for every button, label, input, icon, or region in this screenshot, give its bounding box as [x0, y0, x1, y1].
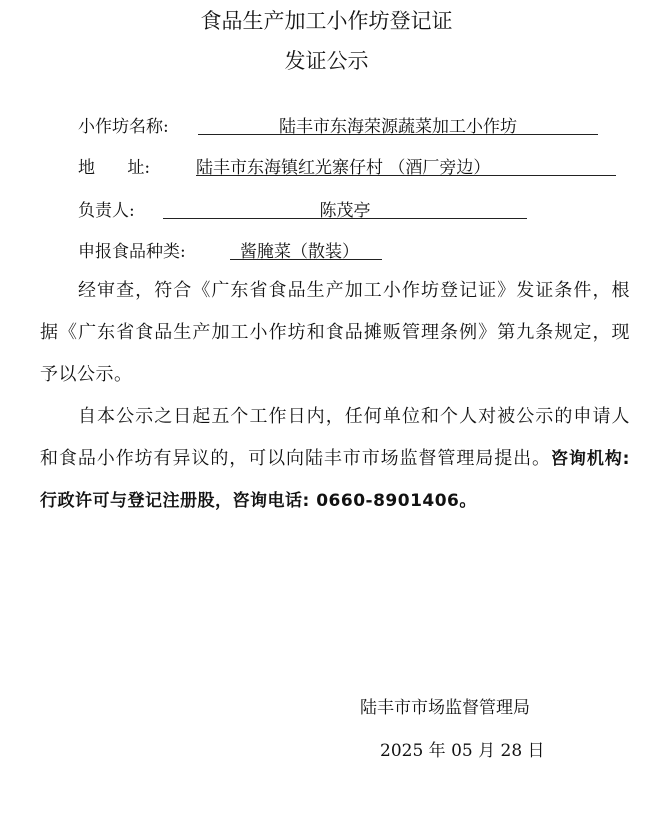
person-underline	[163, 218, 527, 219]
body-paragraph-2	[40, 396, 630, 522]
food-type-value: 酱腌菜（散装）	[240, 242, 359, 262]
address-underline	[196, 175, 616, 176]
body-paragraph-2-text: 自本公示之日起五个工作日内，任何单位和个人对被公示的申请人和食品小作坊有异议的，可以向陆丰市市场监督管理局提出。	[40, 406, 630, 469]
person-label: 负责人:	[78, 201, 135, 221]
body-paragraph-1: 经审查，符合《广东省食品生产加工小作坊登记证》发证条件，根据《广东省食品生产加工小作坊和食品摊贩管理条例》第九条规定，现予以公示。	[40, 280, 630, 385]
document-title: 食品生产加工小作坊登记证	[200, 9, 453, 33]
address-label: 地 址:	[78, 158, 151, 178]
document-subtitle: 发证公示	[284, 49, 369, 73]
workshop-name-underline	[198, 134, 598, 135]
issuing-organization: 陆丰市市场监督管理局	[360, 698, 530, 718]
workshop-name-value: 陆丰市东海荣源蔬菜加工小作坊	[279, 117, 517, 137]
address-value: 陆丰市东海镇红光寨仔村 （酒厂旁边）	[196, 158, 491, 178]
contact-info: 咨询机构:行政许可与登记注册股，咨询电话: 0660-8901406。	[40, 449, 630, 511]
workshop-name-label: 小作坊名称:	[78, 117, 169, 137]
issue-date: 2025 年 05 月 28 日	[380, 741, 545, 761]
person-value: 陈茂亭	[319, 201, 371, 221]
food-type-underline	[230, 259, 382, 260]
food-type-label: 申报食品种类:	[78, 242, 186, 262]
